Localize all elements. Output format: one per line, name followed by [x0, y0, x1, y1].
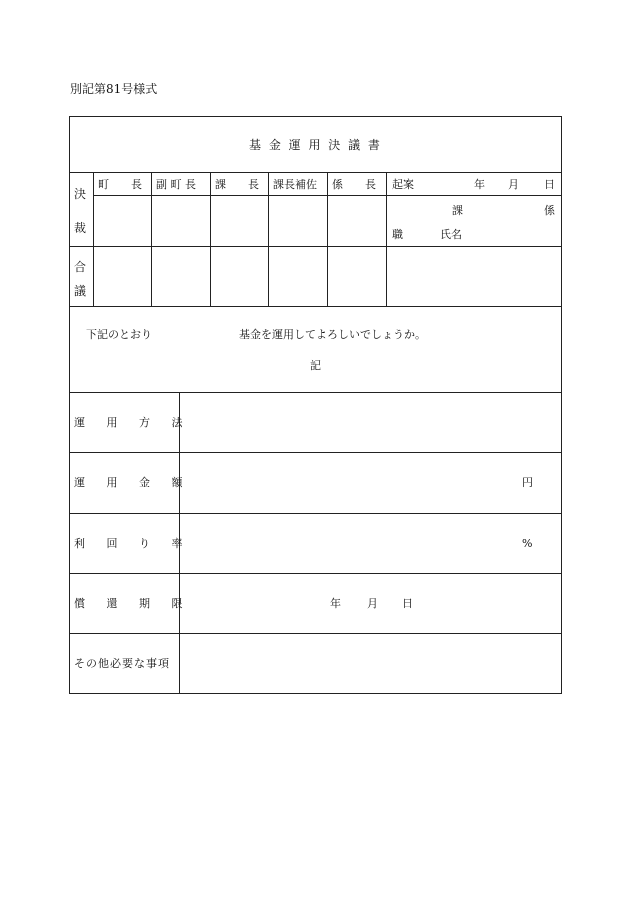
deadline-month: 月 [367, 597, 378, 610]
divider-deadline [69, 633, 562, 634]
divider-request [69, 392, 562, 393]
role-section-chief: 課 長 [215, 178, 259, 191]
rate-label: 利 回 り 率 [74, 537, 192, 550]
divider-kessai [69, 246, 562, 247]
form-number: 別記第81号様式 [70, 82, 158, 96]
rate-unit: % [522, 537, 533, 550]
divider-method [69, 452, 562, 453]
kessai-label-top: 決 [74, 187, 87, 201]
drafter-name: 氏名 [440, 228, 462, 241]
divider-col-3 [268, 172, 269, 306]
drafter-unit: 係 [544, 204, 555, 217]
drafter-title: 職 [392, 228, 403, 241]
divider-col-2 [210, 172, 211, 306]
other-label: その他必要な事項 [74, 657, 170, 670]
gougi-label-bottom: 議 [74, 284, 87, 298]
kessai-label-bottom: 裁 [74, 221, 87, 235]
request-sentence: 基金を運用してよろしいでしょうか。 [239, 328, 426, 341]
role-mayor: 町 長 [98, 178, 142, 191]
deadline-year: 年 [330, 597, 341, 610]
deadline-day: 日 [402, 597, 413, 610]
deadline-label: 償 還 期 限 [74, 597, 192, 610]
role-assistant-chief: 課長補佐 [273, 178, 317, 191]
role-deputy-mayor: 副 町 長 [156, 178, 196, 191]
amount-label: 運 用 金 額 [74, 476, 192, 489]
request-lead: 下記のとおり [86, 328, 152, 341]
divider-col-5 [386, 172, 387, 306]
drafter-section: 課 [452, 204, 463, 217]
divider-col-1 [151, 172, 152, 306]
kian-year: 年 [474, 178, 485, 191]
divider-col-4 [327, 172, 328, 306]
request-ki: 記 [310, 359, 321, 372]
divider-rate [69, 573, 562, 574]
kian-label: 起案 [392, 178, 414, 191]
amount-unit: 円 [522, 476, 533, 489]
divider-gougi [69, 306, 562, 307]
gougi-label-top: 合 [74, 260, 87, 274]
divider-title [69, 172, 562, 173]
kian-day: 日 [544, 178, 555, 191]
kian-month: 月 [508, 178, 519, 191]
divider-amount [69, 513, 562, 514]
form-title: 基 金 運 用 決 議 書 [249, 138, 382, 152]
role-unit-chief: 係 長 [332, 178, 376, 191]
method-label: 運 用 方 法 [74, 416, 192, 429]
divider-kessai-label [93, 172, 94, 306]
